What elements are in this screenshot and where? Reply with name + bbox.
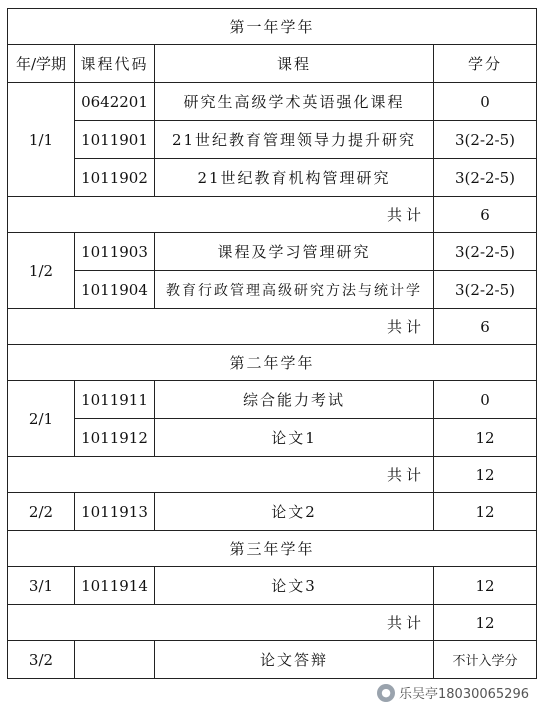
- year-title: 第一年学年: [8, 9, 537, 45]
- course-code: 0642201: [75, 83, 155, 121]
- total-value: 6: [434, 309, 537, 345]
- course-name: 教育行政管理高级研究方法与统计学: [155, 271, 434, 309]
- table-row: [8, 381, 537, 419]
- curriculum-table: [7, 8, 537, 679]
- course-code: 1011902: [75, 159, 155, 197]
- course-name: 综合能力考试: [155, 381, 434, 419]
- course-name: 论文1: [155, 419, 434, 457]
- table-row: [8, 493, 537, 531]
- semester-cell: 1/2: [8, 233, 75, 309]
- semester-cell: 3/2: [8, 641, 75, 679]
- watermark-text: 乐吴亭18030065296: [399, 687, 529, 702]
- course-credits: 3(2-2-5): [434, 271, 537, 309]
- table-row: [8, 419, 537, 457]
- table-row: [8, 567, 537, 605]
- wechat-icon: ●: [377, 684, 395, 702]
- semester-cell: 1/1: [8, 83, 75, 197]
- header-credits: 学分: [434, 45, 537, 83]
- course-credits: 3(2-2-5): [434, 233, 537, 271]
- year-title: 第二年学年: [8, 345, 537, 381]
- total-value: 6: [434, 197, 537, 233]
- total-row: [8, 309, 537, 345]
- course-credits: 12: [434, 419, 537, 457]
- course-code: 1011913: [75, 493, 155, 531]
- course-code: 1011901: [75, 121, 155, 159]
- total-label: 共计: [8, 309, 434, 345]
- header-semester: 年/学期: [8, 45, 75, 83]
- course-code: 1011911: [75, 381, 155, 419]
- course-code: 1011914: [75, 567, 155, 605]
- course-name: 研究生高级学术英语强化课程: [155, 83, 434, 121]
- course-code: [75, 641, 155, 679]
- course-name: 课程及学习管理研究: [155, 233, 434, 271]
- course-credits: 12: [434, 493, 537, 531]
- course-credits: 3(2-2-5): [434, 121, 537, 159]
- total-value: 12: [434, 605, 537, 641]
- course-code: 1011903: [75, 233, 155, 271]
- total-label: 共计: [8, 457, 434, 493]
- table-row: [8, 83, 537, 121]
- course-credits: 3(2-2-5): [434, 159, 537, 197]
- year-row-1: [8, 9, 537, 45]
- course-name: 论文答辩: [155, 641, 434, 679]
- course-name: 21世纪教育管理领导力提升研究: [155, 121, 434, 159]
- course-name: 21世纪教育机构管理研究: [155, 159, 434, 197]
- course-name: 论文2: [155, 493, 434, 531]
- year-title: 第三年学年: [8, 531, 537, 567]
- watermark: [373, 682, 533, 703]
- year-row-2: [8, 345, 537, 381]
- course-credits: 0: [434, 381, 537, 419]
- total-label: 共计: [8, 605, 434, 641]
- table-row: [8, 233, 537, 271]
- total-row: [8, 457, 537, 493]
- semester-cell: 2/2: [8, 493, 75, 531]
- table-row: [8, 271, 537, 309]
- header-code: 课程代码: [75, 45, 155, 83]
- course-code: 1011904: [75, 271, 155, 309]
- course-credits: 12: [434, 567, 537, 605]
- semester-cell: 3/1: [8, 567, 75, 605]
- course-code: 1011912: [75, 419, 155, 457]
- table-row: [8, 641, 537, 679]
- curriculum-table-container: [7, 8, 536, 679]
- total-row: [8, 197, 537, 233]
- table-row: [8, 159, 537, 197]
- table-row: [8, 121, 537, 159]
- total-row: [8, 605, 537, 641]
- total-label: 共计: [8, 197, 434, 233]
- total-value: 12: [434, 457, 537, 493]
- header-row: [8, 45, 537, 83]
- year-row-3: [8, 531, 537, 567]
- semester-cell: 2/1: [8, 381, 75, 457]
- header-course: 课程: [155, 45, 434, 83]
- course-name: 论文3: [155, 567, 434, 605]
- course-credits: 不计入学分: [434, 641, 537, 679]
- course-credits: 0: [434, 83, 537, 121]
